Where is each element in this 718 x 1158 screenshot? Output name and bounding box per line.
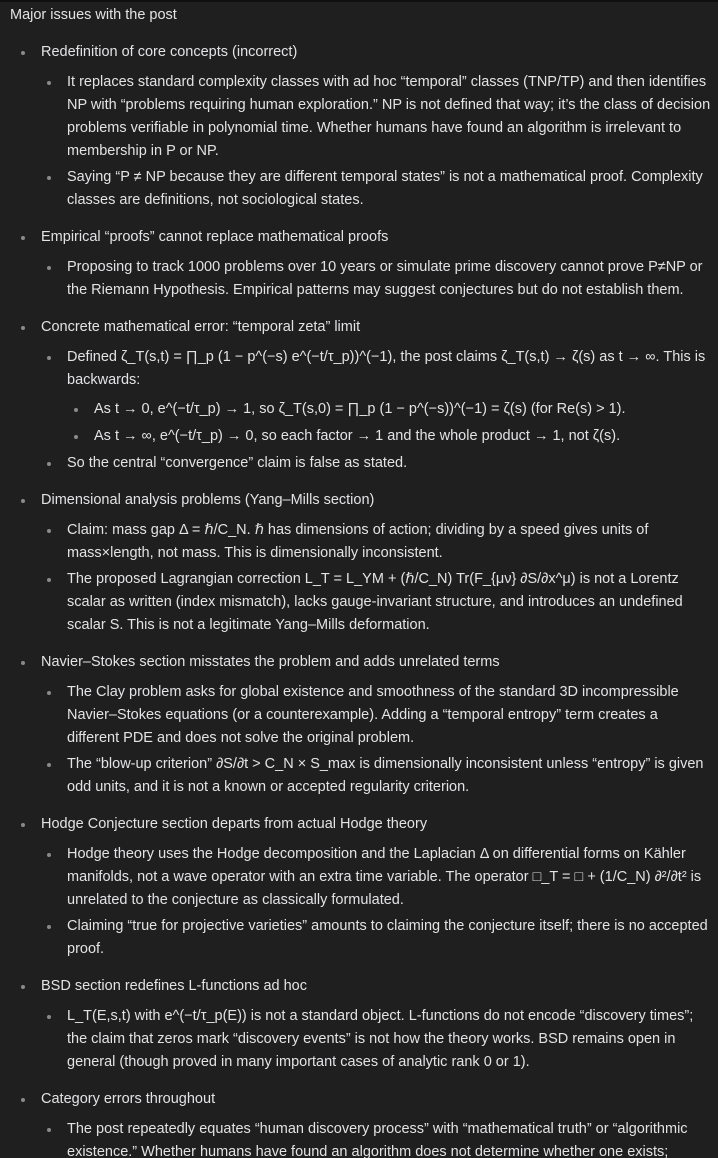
bullet-icon <box>21 661 25 665</box>
issue-text: Hodge theory uses the Hodge decomposition and the Laplacian Δ on differential forms on Kähler manifolds, not a wave operator with an extra time variable. The operator □_T = □ + (1/C_N) ∂²/∂t² is unrelated to the conjecture as classically formulated. <box>67 846 702 908</box>
issue-text: The post repeatedly equates “human discovery process” with “mathematical truth” or “algorithmic existence.” Whether humans have found an algorithm does not determine whether one exists; <box>67 1121 688 1158</box>
issue-list <box>41 681 711 799</box>
issue-text: The Clay problem asks for global existence and smoothness of the standard 3D incompressible Navier–Stokes equations (or a counterexample). Adding a “temporal entropy” term creates a different PDE and does not solve the original problem. <box>67 684 679 746</box>
section-label: Concrete mathematical error: “temporal zeta” limit <box>41 319 361 335</box>
issues-outline <box>10 41 711 1158</box>
sub-issue-item <box>67 425 711 448</box>
issue-text: Defined ζ_T(s,t) = ∏_p (1 − p^(−s) e^(−t/τ_p))^(−1), the post claims ζ_T(s,t) → ζ(s) as t → ∞. This is backwards: <box>67 349 706 388</box>
issue-item <box>41 346 711 448</box>
bullet-icon <box>47 1128 51 1132</box>
section-label: Navier–Stokes section misstates the problem and adds unrelated terms <box>41 654 500 670</box>
bullet-icon <box>74 408 78 412</box>
issue-text: Saying “P ≠ NP because they are different temporal states” is not a mathematical proof. Complexity classes are definitions, not sociological states. <box>67 169 703 208</box>
section-label: Dimensional analysis problems (Yang–Mills section) <box>41 492 375 508</box>
section-item <box>10 316 711 475</box>
issue-item <box>41 568 711 637</box>
bullet-icon <box>47 578 51 582</box>
bullet-icon <box>74 435 78 439</box>
page-title: Major issues with the post <box>10 7 177 23</box>
issue-item <box>41 1005 711 1074</box>
issue-item <box>41 915 711 961</box>
issue-text: L_T(E,s,t) with e^(−t/τ_p(E)) is not a standard object. L-functions do not encode “discovery times”; the claim that zeros mark “discovery events” is not how the theory works. BSD remains open in general (though proved in many important cases of analytic rank 0 or 1). <box>67 1008 694 1070</box>
bullet-icon <box>47 529 51 533</box>
issue-list <box>41 843 711 961</box>
bullet-icon <box>21 985 25 989</box>
bullet-icon <box>47 81 51 85</box>
section-item <box>10 813 711 961</box>
issue-list <box>41 256 711 302</box>
bullet-icon <box>47 1015 51 1019</box>
issue-text: The “blow-up criterion” ∂S/∂t > C_N × S_max is dimensionally inconsistent unless “entropy” is given odd units, and it is not a known or accepted regularity criterion. <box>67 756 704 795</box>
scroll-region[interactable] <box>0 2 718 1158</box>
section-label: Redefinition of core concepts (incorrect) <box>41 44 298 60</box>
issue-text: Claiming “true for projective varieties” amounts to claiming the conjecture itself; there is no accepted proof. <box>67 918 708 957</box>
section-item <box>10 651 711 799</box>
issue-item <box>41 519 711 565</box>
bullet-icon <box>47 763 51 767</box>
issue-text: It replaces standard complexity classes with ad hoc “temporal” classes (TNP/TP) and then identifies NP with “problems requiring human exploration.” NP is not defined that way; it’s the class of decision problems verifiable in polynomial time. Whether humans have found an algorithm is irrelevant to membership in P or NP. <box>67 74 711 159</box>
section-label: Category errors throughout <box>41 1091 216 1107</box>
bullet-icon <box>47 691 51 695</box>
bullet-icon <box>47 925 51 929</box>
section-item <box>10 1088 711 1158</box>
section-label: Hodge Conjecture section departs from actual Hodge theory <box>41 816 428 832</box>
bullet-icon <box>47 462 51 466</box>
issue-item <box>41 452 711 475</box>
issue-text: Proposing to track 1000 problems over 10 years or simulate prime discovery cannot prove P≠NP or the Riemann Hypothesis. Empirical patterns may suggest conjectures but do not establish them. <box>67 259 703 298</box>
bullet-icon <box>47 176 51 180</box>
sub-issue-text: As t → ∞, e^(−t/τ_p) → 0, so each factor → 1 and the whole product → 1, not ζ(s). <box>94 428 621 444</box>
section-label: Empirical “proofs” cannot replace mathematical proofs <box>41 229 389 245</box>
sub-issue-text: As t → 0, e^(−t/τ_p) → 1, so ζ_T(s,0) = ∏_p (1 − p^(−s))^(−1) = ζ(s) (for Re(s) > 1). <box>94 401 626 417</box>
bullet-icon <box>21 326 25 330</box>
issue-list <box>41 346 711 475</box>
sub-issue-list <box>67 398 711 448</box>
issue-item <box>41 843 711 912</box>
issue-item <box>41 753 711 799</box>
issue-text: Claim: mass gap Δ = ℏ/C_N. ℏ has dimensions of action; dividing by a speed gives units of mass×length, not mass. This is dimensionally inconsistent. <box>67 522 649 561</box>
issue-list <box>41 71 711 212</box>
issue-item <box>41 1118 711 1158</box>
issue-list <box>41 519 711 637</box>
section-item <box>10 489 711 637</box>
issue-list <box>41 1118 711 1158</box>
bullet-icon <box>47 266 51 270</box>
issue-item <box>41 166 711 212</box>
issue-item <box>41 256 711 302</box>
bullet-icon <box>21 823 25 827</box>
section-label: BSD section redefines L-functions ad hoc <box>41 978 307 994</box>
section-item <box>10 41 711 212</box>
bullet-icon <box>47 853 51 857</box>
issue-text: So the central “convergence” claim is false as stated. <box>67 455 408 471</box>
bullet-icon <box>47 356 51 360</box>
sub-issue-item <box>67 398 711 421</box>
issue-text: The proposed Lagrangian correction L_T = L_YM + (ℏ/C_N) Tr(F_{μν} ∂S/∂x^μ) is not a Lorentz scalar as written (index mismatch), lacks gauge-invariant structure, and introduces an undefined scalar S. This is not a legitimate Yang–Mills deformation. <box>67 571 683 633</box>
bullet-icon <box>21 1098 25 1102</box>
bullet-icon <box>21 51 25 55</box>
bullet-icon <box>21 499 25 503</box>
issue-item <box>41 71 711 163</box>
issue-item <box>41 681 711 750</box>
issue-list <box>41 1005 711 1074</box>
bullet-icon <box>21 236 25 240</box>
section-item <box>10 975 711 1074</box>
section-item <box>10 226 711 302</box>
